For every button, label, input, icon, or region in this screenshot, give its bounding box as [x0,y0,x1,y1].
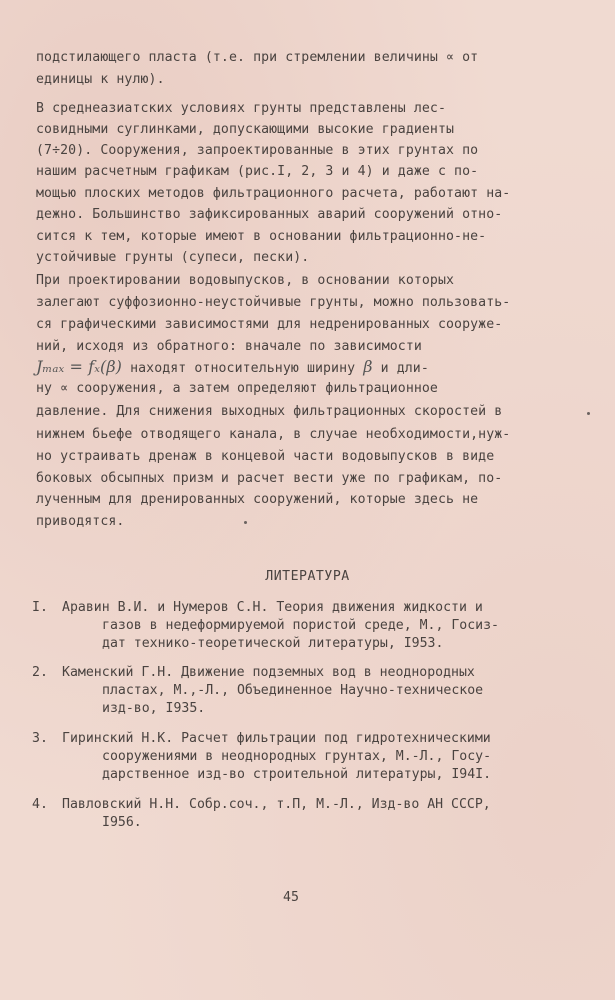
reference-number: 2. [32,665,48,680]
formula-j-max: Jₘₐₓ = fₓ(β) [36,357,123,376]
reference-line: дарственное изд-во строительной литературы, I94I. [102,767,492,782]
reference-item [32,600,592,651]
body-line: дежно. Большинство зафиксированных аварий сооружений отно- [36,207,503,222]
body-line: ну ∝ сооружения, а затем определяют фильтрационное [36,381,438,396]
reference-number: 3. [32,731,48,746]
reference-line: Аравин В.И. и Нумеров С.Н. Теория движения жидкости и [62,600,483,615]
reference-line: I956. [102,815,142,830]
beta-symbol: β [363,357,373,376]
body-line: ся графическими зависимостями для недренированных сооруже- [36,317,503,332]
speck [244,521,247,524]
reference-line: изд-во, I935. [102,701,206,716]
reference-number: 4. [32,797,48,812]
body-line: сится к тем, которые имеют в основании фильтрационно-не- [36,229,487,244]
body-line: В среднеазиатских условиях грунты представлены лес- [36,101,447,116]
reference-item [32,731,592,782]
references-heading: ЛИТЕРАТУРА [265,569,350,584]
body-line: подстилающего пласта (т.е. при стремлении величины ∝ от [36,50,479,65]
body-line: совидными суглинками, допускающими высокие градиенты [36,122,455,137]
formula-line-text-end: и дли- [372,361,429,376]
body-line: нашим расчетным графикам (рис.I, 2, 3 и 4) и даже с по- [36,164,479,179]
body-line: приводятся. [36,514,125,529]
body-line: залегают суффозионно-неустойчивые грунты, можно пользовать- [36,295,511,310]
body-line: При проектировании водовыпусков, в основании которых [36,273,455,288]
formula-line-text: находят относительную ширину [122,361,364,376]
formula-line [36,357,429,376]
body-line: ний, исходя из обратного: вначале по зависимости [36,339,422,354]
reference-line: Каменский Г.Н. Движение подземных вод в неоднородных [62,665,475,680]
reference-line: сооружениями в неоднородных грунтах, М.-Л., Госу- [102,749,492,764]
reference-line: Гиринский Н.К. Расчет фильтрации под гидротехническими [62,731,491,746]
body-line: устойчивые грунты (супеси, пески). [36,250,310,265]
reference-number: I. [32,600,48,615]
body-line: боковых обсыпных призм и расчет вести уже по графикам, по- [36,471,503,486]
reference-line: пластах, М.,-Л., Объединенное Научно-техническое [102,683,484,698]
reference-line: Павловский Н.Н. Собр.соч., т.П, М.-Л., Изд-во АН СССР, [62,797,491,812]
body-line: мощью плоских методов фильтрационного расчета, работают на- [36,186,511,201]
speck [587,412,590,415]
body-line: лученным для дренированных сооружений, которые здесь не [36,492,479,507]
body-line: нижнем бьефе отводящего канала, в случае необходимости,нуж- [36,427,511,442]
reference-item [32,665,592,716]
reference-line: дат технико-теоретической литературы, I953. [102,636,444,651]
body-line: давление. Для снижения выходных фильтрационных скоростей в [36,404,503,419]
reference-line: газов в недеформируемой пористой среде, М., Госиз- [102,618,499,633]
body-line: (7÷20). Сооружения, запроектированные в этих грунтах по [36,143,479,158]
body-line: но устраивать дренаж в концевой части водовыпусков в виде [36,449,495,464]
page-number: 45 [283,890,299,905]
body-line: единицы к нулю). [36,72,165,87]
reference-item [32,797,592,830]
